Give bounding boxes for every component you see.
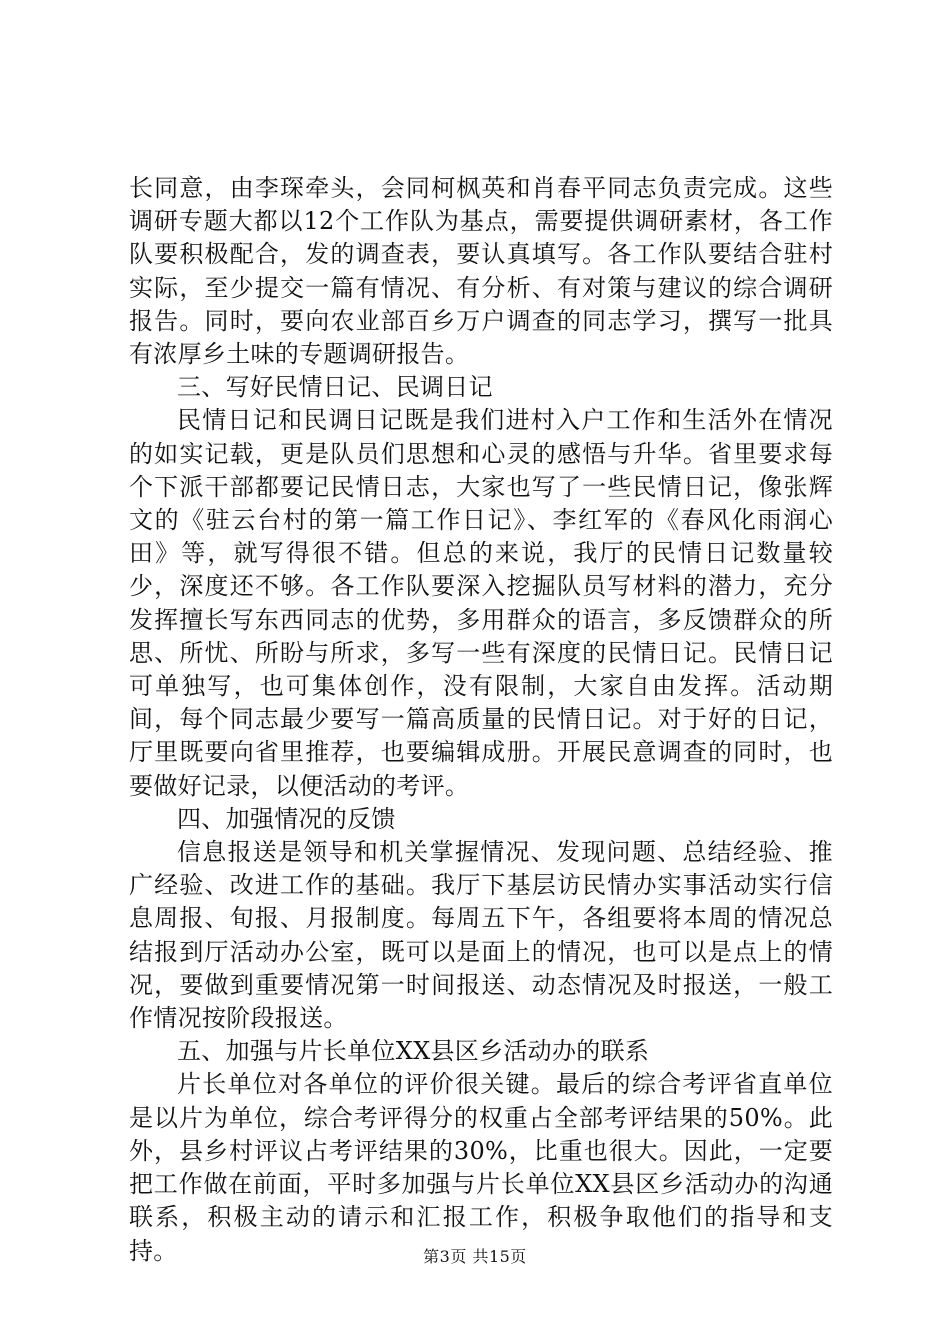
section-heading-4: 四、加强情况的反馈 xyxy=(177,804,396,833)
page-footer: 第3页 共15页 xyxy=(423,1247,527,1266)
paragraph-continued: 长同意，由李琛牵头，会同柯枫英和肖春平同志负责完成。这些调研专题大都以12个工作队为基点，需要提供调研素材，各工作队要积极配合，发的调查表，要认真填写。各工作队要结合驻村实际，至少提交一篇有情况、有分析、有对策与建议的综合调研报告。同时，要向农业部百乡万户调查的同志学习，撰写一批具有浓厚乡土味的专题调研报告。 xyxy=(129,174,833,369)
document-body xyxy=(129,172,833,1268)
paragraph: 片长单位对各单位的评价很关键。最后的综合考评省直单位是以片为单位，综合考评得分的权重占全部考评结果的50%。此外，县乡村评议占考评结果的30%，比重也很大。因此，一定要把工作做在前面，平时多加强与片长单位XX县区乡活动办的沟通联系，积极主动的请示和汇报工作，积极争取他们的指导和支持。 xyxy=(129,1070,833,1265)
paragraph: 信息报送是领导和机关掌握情况、发现问题、总结经验、推广经验、改进工作的基础。我厅下基层访民情办实事活动实行信息周报、旬报、月报制度。每周五下午，各组要将本周的情况总结报到厅活动办公室，既可以是面上的情况，也可以是点上的情况，要做到重要情况第一时间报送、动态情况及时报送，一般工作情况按阶段报送。 xyxy=(129,838,833,1033)
section-heading-5: 五、加强与片长单位XX县区乡活动办的联系 xyxy=(177,1037,650,1066)
paragraph: 民情日记和民调日记既是我们进村入户工作和生活外在情况的如实记载，更是队员们思想和心灵的感悟与升华。省里要求每个下派干部都要记民情日志，大家也写了一些民情日记，像张辉文的《驻云台村的第一篇工作日记》、李红军的《春风化雨润心田》等，就写得很不错。但总的来说，我厅的民情日记数量较少，深度还不够。各工作队要深入挖掘队员写材料的潜力，充分发挥擅长写东西同志的优势，多用群众的语言，多反馈群众的所思、所忧、所盼与所求，多写一些有深度的民情日记。民情日记可单独写，也可集体创作，没有限制，大家自由发挥。活动期间，每个同志最少要写一篇高质量的民情日记。对于好的日记，厅里既要向省里推荐，也要编辑成册。开展民意调查的同时，也要做好记录，以便活动的考评。 xyxy=(129,406,833,800)
section-heading-3: 三、写好民情日记、民调日记 xyxy=(177,373,493,402)
